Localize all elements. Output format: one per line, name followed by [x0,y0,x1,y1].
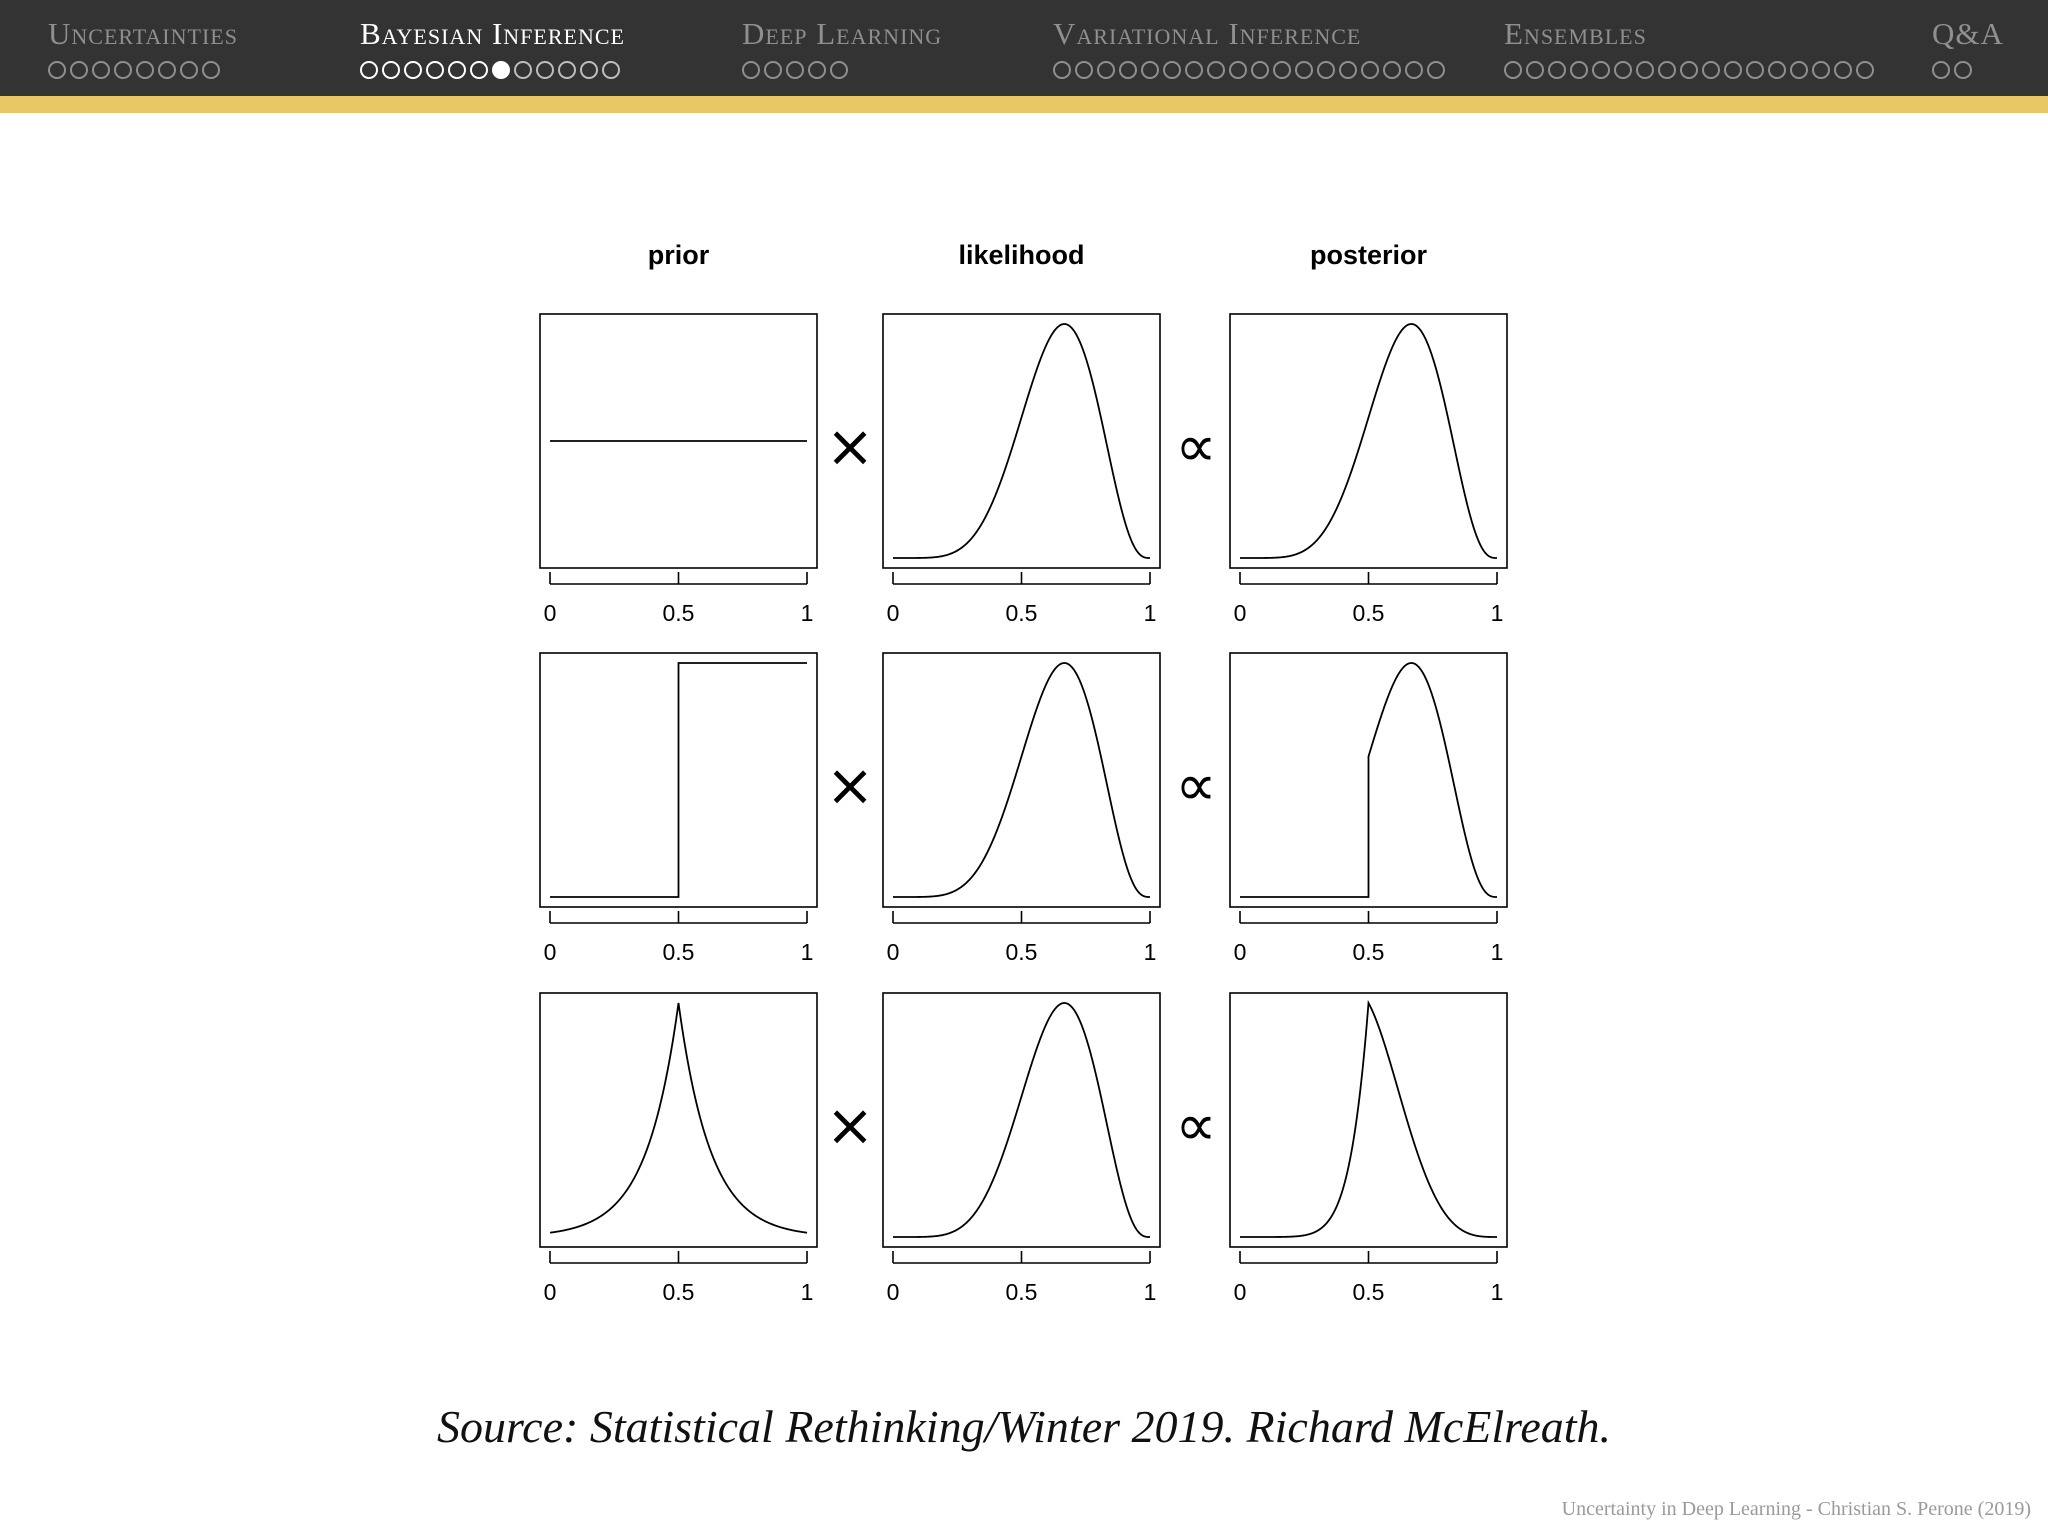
x-tick-label: 0 [886,1279,900,1305]
x-tick-label: 0 [543,1279,557,1305]
times-operator: × [825,1091,875,1159]
nav-section-title[interactable]: Bayesian Inference [360,16,625,51]
x-tick-label: 0 [886,939,900,965]
nav-section-title[interactable]: Ensembles [1504,16,1647,51]
likelihood-curve [893,324,1150,558]
x-tick-label: 0.5 [662,600,695,626]
x-tick-label: 0.5 [662,1279,695,1305]
x-tick-label: 1 [1490,1279,1504,1305]
column-title-posterior: posterior [1309,240,1428,270]
posterior-curve [1240,663,1497,897]
x-tick-label: 1 [800,600,814,626]
nav-section-title[interactable]: Q&A [1932,16,2004,51]
x-tick-label: 0.5 [1005,600,1038,626]
likelihood-panel-frame [883,993,1160,1247]
x-tick-label: 0 [1233,600,1247,626]
figure-source-caption: Source: Statistical Rethinking/Winter 2019. Richard McElreath. [436,1401,1612,1452]
proportional-operator: ∝ [1175,1091,1217,1159]
likelihood-panel-frame [883,314,1160,568]
column-title-prior: prior [647,240,710,270]
column-title-likelihood: likelihood [958,240,1085,270]
posterior-panel-frame [1230,314,1507,568]
proportional-operator: ∝ [1175,751,1217,819]
x-tick-label: 0.5 [1352,939,1385,965]
x-tick-label: 0 [886,600,900,626]
x-tick-label: 1 [1490,600,1504,626]
x-tick-label: 0.5 [1005,1279,1038,1305]
x-tick-label: 0.5 [1352,600,1385,626]
slide-footer: Uncertainty in Deep Learning - Christian S. Perone (2019) [1561,1498,2031,1520]
x-tick-label: 0.5 [1352,1279,1385,1305]
x-tick-label: 1 [1490,939,1504,965]
x-tick-label: 1 [1143,1279,1157,1305]
prior-curve [550,1003,807,1233]
x-tick-label: 0 [1233,939,1247,965]
x-tick-label: 0 [543,939,557,965]
nav-section-title[interactable]: Variational Inference [1053,16,1362,51]
nav-section-title[interactable]: Uncertainties [48,16,238,51]
x-tick-label: 0.5 [1005,939,1038,965]
posterior-curve [1240,324,1497,558]
x-tick-label: 1 [1143,939,1157,965]
likelihood-panel-frame [883,653,1160,907]
times-operator: × [825,751,875,819]
prior-curve [550,663,807,897]
likelihood-curve [893,1003,1150,1237]
x-tick-label: 0.5 [662,939,695,965]
likelihood-curve [893,663,1150,897]
x-tick-label: 1 [800,939,814,965]
posterior-curve [1240,1003,1497,1237]
prior-panel-frame [540,993,817,1247]
x-tick-label: 0 [1233,1279,1247,1305]
x-tick-label: 1 [800,1279,814,1305]
proportional-operator: ∝ [1175,412,1217,480]
times-operator: × [825,412,875,480]
posterior-panel-frame [1230,993,1507,1247]
nav-section-title[interactable]: Deep Learning [742,16,943,51]
x-tick-label: 0 [543,600,557,626]
x-tick-label: 1 [1143,600,1157,626]
